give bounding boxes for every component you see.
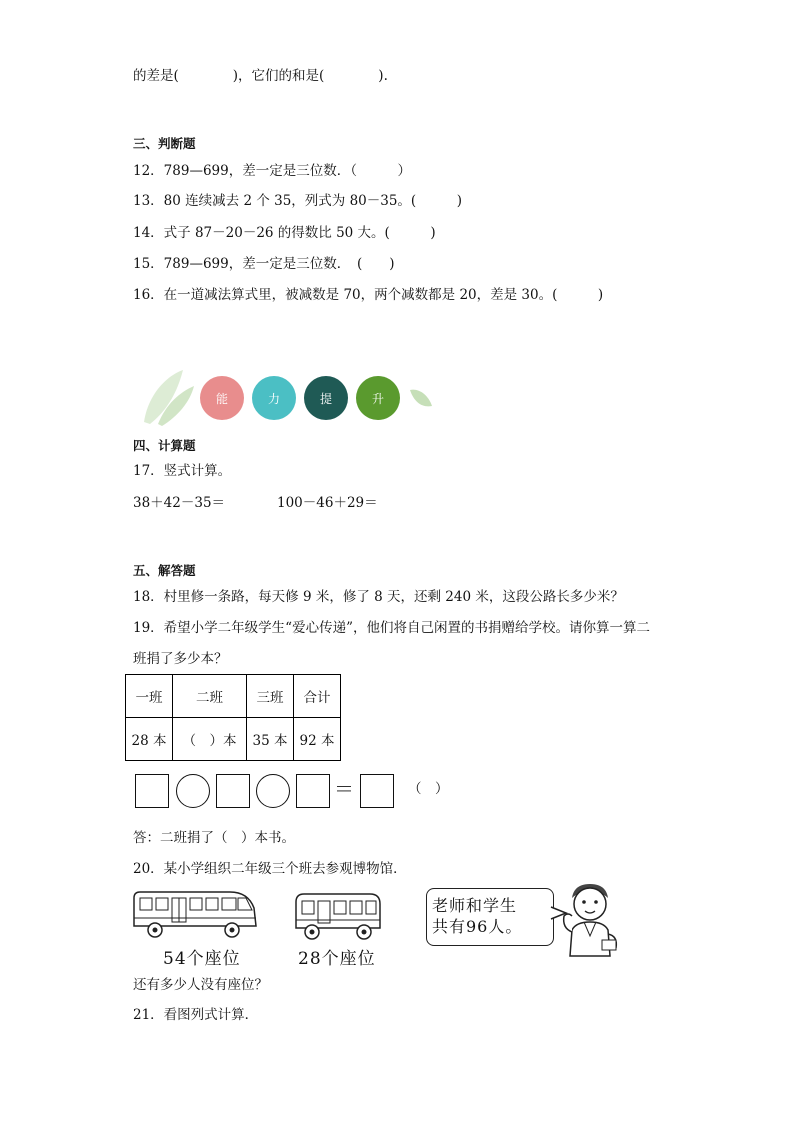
equation-box — [296, 774, 330, 808]
question-14: 14．式子 87－20－26 的得数比 50 大。( ) — [133, 225, 436, 241]
table-cell: 28 本 — [126, 718, 173, 761]
question-17: 17．竖式计算。 — [133, 463, 232, 479]
table-header: 一班 — [126, 675, 173, 718]
question-19-line1: 19．希望小学二年级学生“爱心传递”，他们将自己闲置的书捐赠给学校。请你算一算二 — [133, 620, 650, 636]
question-15: 15．789—699，差一定是三位数． ( ) — [133, 256, 395, 272]
teacher-icon — [558, 880, 622, 958]
equation-circle — [176, 774, 210, 808]
equation-box — [135, 774, 169, 808]
table-header-row — [126, 675, 341, 718]
question-18: 18．村里修一条路，每天修 9 米，修了 8 天，还剩 240 米，这段公路长多少米？ — [133, 589, 624, 605]
section-3-heading: 三、判断题 — [133, 136, 196, 151]
answer-19: 答：二班捐了（ ）本书。 — [133, 830, 295, 846]
table-header: 二班 — [173, 675, 247, 718]
table-cell: 92 本 — [294, 718, 341, 761]
speech-bubble-text: 老师和学生 共有96人。 — [432, 896, 523, 936]
small-bus-icon — [292, 890, 384, 945]
question-16: 16．在一道减法算式里，被减数是 70，两个减数都是 20，差是 30。( ) — [133, 287, 604, 303]
large-bus-icon — [130, 888, 260, 943]
equals-sign: ＝ — [334, 777, 354, 801]
table-row — [126, 718, 341, 761]
question-21: 21．看图列式计算． — [133, 1007, 259, 1023]
expression-2: 100－46＋29＝ — [277, 495, 378, 511]
equation-box — [216, 774, 250, 808]
unit-parentheses: （ ） — [408, 781, 449, 797]
question-20-sub: 还有多少人没有座位？ — [133, 977, 268, 993]
table-header: 三班 — [247, 675, 294, 718]
banner-circle-3: 提 — [304, 376, 348, 420]
table-cell: （ ）本 — [173, 718, 247, 761]
question-20: 20．某小学组织二年级三个班去参观博物馆． — [133, 861, 407, 877]
small-bus-caption: 28个座位 — [298, 949, 376, 969]
section-5-heading: 五、解答题 — [133, 563, 196, 578]
table-header: 合计 — [294, 675, 341, 718]
section-4-heading: 四、计算题 — [133, 438, 196, 453]
table-cell: 35 本 — [247, 718, 294, 761]
equation-result-box — [360, 774, 394, 808]
books-table — [125, 674, 341, 761]
question-13: 13．80 连续减去 2 个 35，列式为 80－35。( ) — [133, 193, 462, 209]
banner-circle-4: 升 — [356, 376, 400, 420]
equation-circle — [256, 774, 290, 808]
question-12: 12．789—699，差一定是三位数．（ ） — [133, 163, 411, 179]
large-bus-caption: 54个座位 — [163, 949, 241, 969]
question-19-line2: 班捐了多少本？ — [133, 651, 228, 667]
ability-banner — [138, 370, 438, 426]
banner-circle-1: 能 — [200, 376, 244, 420]
expression-1: 38＋42－35＝ — [133, 495, 226, 511]
banner-circle-2: 力 — [252, 376, 296, 420]
q11-continued: 的差是( )，它们的和是( ). — [133, 68, 388, 84]
